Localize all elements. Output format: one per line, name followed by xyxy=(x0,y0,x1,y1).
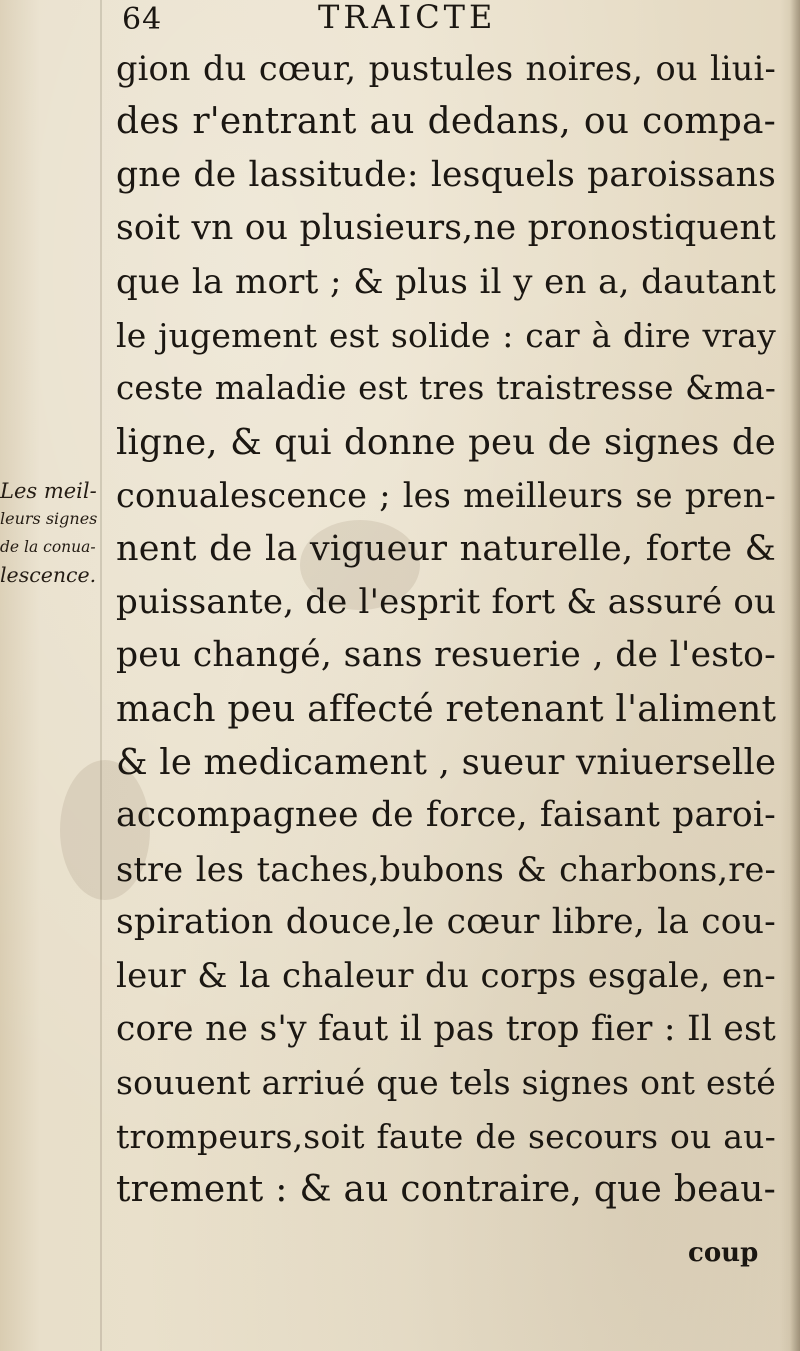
gutter-shadow xyxy=(100,0,102,1351)
text-line: soit vn ou plusieurs,ne pronostiquent xyxy=(116,208,776,249)
marginal-note-line: Les meil- xyxy=(0,479,97,503)
text-line: trement : & au contraire, que beau- xyxy=(116,1169,776,1211)
body-text xyxy=(116,42,776,1217)
text-line: puissante, de l'esprit fort & assuré ou xyxy=(116,581,777,622)
text-line: gion du cœur, pustules noires, ou liui- xyxy=(116,49,776,88)
text-line: le jugement est solide : car à dire vray xyxy=(116,315,776,355)
text-line: ceste maladie est tres traistresse &ma- xyxy=(116,369,776,408)
marginal-note xyxy=(0,477,98,589)
text-line: que la mort ; & plus il y en a, dautant xyxy=(116,261,776,302)
text-line: gne de lassitude: lesquels paroissans xyxy=(116,154,776,195)
marginal-note-line: de la conua- xyxy=(0,538,96,556)
marginal-note-line: leurs signes xyxy=(0,509,98,528)
text-line: nent de la vigueur naturelle, forte & xyxy=(116,528,776,569)
text-line: des r'entrant au dedans, ou compa- xyxy=(116,101,776,143)
text-line: stre les taches,bubons & charbons,re- xyxy=(116,849,776,889)
text-line: core ne s'y faut il pas trop fier : Il est xyxy=(116,1009,776,1050)
marginal-note-line: lescence. xyxy=(0,563,97,587)
text-line: conualescence ; les meilleurs se pren- xyxy=(116,476,776,516)
catchword: coup xyxy=(688,1238,759,1268)
text-line: ligne, & qui donne peu de signes de xyxy=(116,421,776,463)
text-line: accompagnee de force, faisant paroi- xyxy=(116,795,776,836)
text-line: & le medicament , sueur vniuerselle xyxy=(116,742,777,784)
text-line: spiration douce,le cœur libre, la cou- xyxy=(116,902,776,943)
running-title: TRAICTE xyxy=(318,0,497,36)
page-edge-shadow xyxy=(790,0,800,1351)
text-line: souuent arriué que tels signes ont esté xyxy=(116,1063,776,1103)
text-line: mach peu affecté retenant l'aliment xyxy=(116,688,777,730)
text-line: peu changé, sans resuerie , de l'esto- xyxy=(116,635,776,676)
page-header xyxy=(120,2,780,42)
text-line: leur & la chaleur du corps esgale, en- xyxy=(116,955,776,996)
page-number: 64 xyxy=(122,2,163,37)
text-line: trompeurs,soit faute de secours ou au- xyxy=(116,1116,776,1156)
